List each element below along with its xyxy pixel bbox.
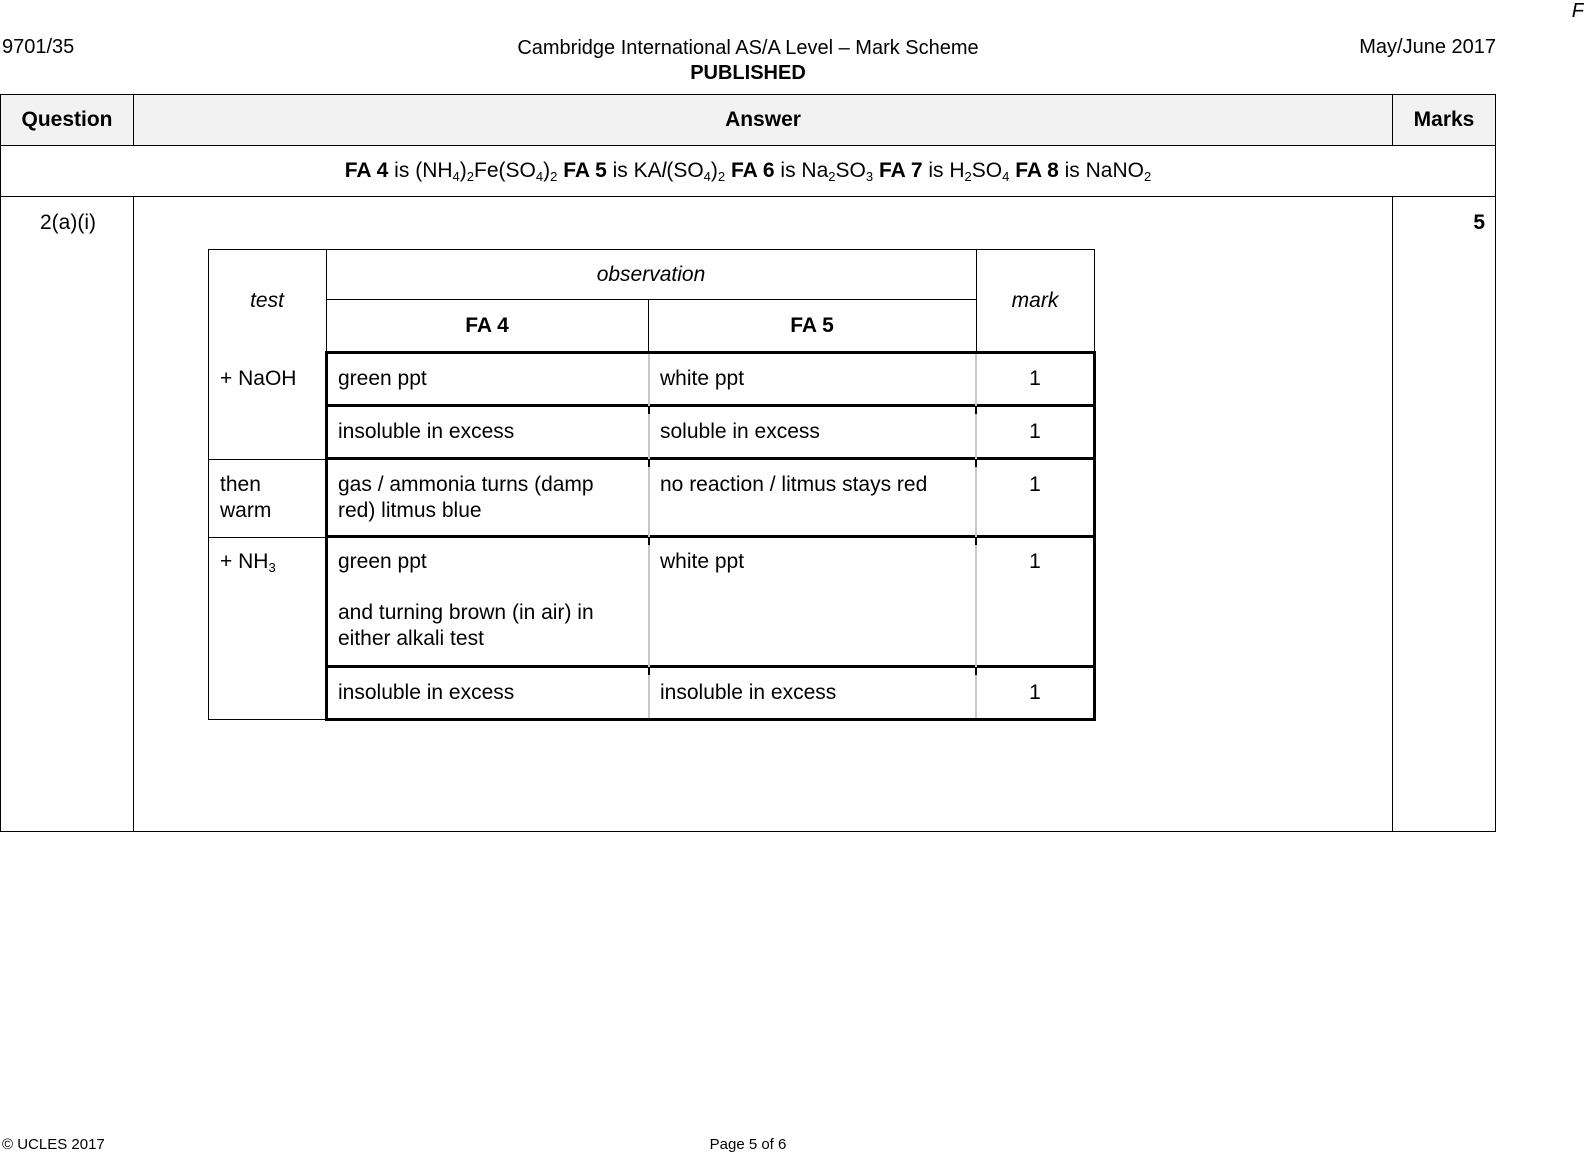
- row4-fa4-extra-line2: either alkali test: [338, 627, 484, 650]
- test-warm-line1: then: [220, 473, 261, 496]
- row1-fa4: green ppt: [338, 367, 427, 390]
- paper-code: 9701/35: [2, 36, 75, 58]
- marks-value: 5: [1473, 211, 1485, 234]
- header-answer: Answer: [725, 108, 801, 131]
- row2-fa5: soluble in excess: [660, 420, 820, 443]
- row4-fa5: white ppt: [660, 550, 745, 573]
- row4-mark: 1: [1029, 550, 1041, 573]
- row4-fa4-extra-line1: and turning brown (in air) in: [338, 601, 594, 624]
- test-nh3-text: + $NH_3$: [220, 550, 276, 575]
- page-number: Page 5 of 6: [709, 1136, 787, 1153]
- row2-fa4: insoluble in excess: [338, 420, 515, 443]
- head-observation: observation: [596, 263, 706, 286]
- exam-session: May/June 2017: [1359, 36, 1496, 58]
- row5-fa5: insoluble in excess: [660, 681, 837, 704]
- question-number: 2(a)(i): [40, 211, 96, 234]
- row3-fa5: no reaction / litmus stays red: [660, 473, 928, 496]
- formula-item: FA 6 is $Na_2SO_3$: [730, 159, 874, 184]
- formula-line: [1, 159, 1495, 183]
- test-nh3: [220, 549, 276, 575]
- formula-value: $(NH_4)_2Fe(SO_4)_2$: [415, 159, 558, 184]
- head-mark: mark: [1011, 289, 1059, 312]
- marks-cell: [1392, 196, 1496, 832]
- formula-label: FA 6: [730, 159, 775, 182]
- formula-label: FA 4: [344, 159, 389, 182]
- page-title: Cambridge International AS/A Level – Mark Scheme: [517, 37, 979, 59]
- formula-item: FA 5 is $KAl(SO_4)_2$: [563, 159, 726, 184]
- formula-value: NaNO$_2$: [1085, 159, 1152, 184]
- row1-mark: 1: [1029, 367, 1041, 390]
- corner-mark: F: [1571, 0, 1584, 22]
- row4-fa4: green ppt: [338, 550, 427, 573]
- formula-label: FA 8: [1015, 159, 1059, 182]
- formula-value: $H_2SO_4$: [949, 159, 1010, 184]
- row3-mark: 1: [1029, 473, 1041, 496]
- head-test: test: [250, 289, 284, 312]
- head-fa4: FA 4: [465, 314, 509, 337]
- formula-value: $Na_2SO_3$: [801, 159, 874, 184]
- head-fa5: FA 5: [790, 314, 834, 337]
- header-marks-cell: [1392, 94, 1496, 146]
- formula-item: FA 8 is NaNO$_2$: [1015, 159, 1152, 184]
- row3-fa4-line1: gas / ammonia turns (damp: [338, 473, 594, 496]
- formula-item: FA 4 is $(NH_4)_2Fe(SO_4)_2$: [344, 159, 558, 184]
- row5-fa4: insoluble in excess: [338, 681, 515, 704]
- row2-mark: 1: [1029, 420, 1041, 443]
- copyright: © UCLES 2017: [2, 1136, 105, 1153]
- row1-fa5: white ppt: [660, 367, 745, 390]
- header-question-cell: [0, 94, 134, 146]
- formula-label: FA 5: [563, 159, 607, 182]
- question-cell: [0, 196, 134, 832]
- header-question: Question: [21, 108, 113, 131]
- test-warm-line2: warm: [220, 499, 272, 522]
- formula-label: FA 7: [878, 159, 923, 182]
- row3-fa4-line2: red) litmus blue: [338, 499, 482, 522]
- formula-item: FA 7 is $H_2SO_4$: [878, 159, 1010, 184]
- formula-value: $KAl(SO_4)_2$: [633, 159, 726, 184]
- formula-row: [0, 145, 1496, 197]
- header-answer-cell: [133, 94, 1393, 146]
- test-naoh: + NaOH: [220, 367, 297, 390]
- published-label: PUBLISHED: [690, 62, 806, 84]
- header-marks: Marks: [1413, 108, 1475, 131]
- row5-mark: 1: [1029, 681, 1041, 704]
